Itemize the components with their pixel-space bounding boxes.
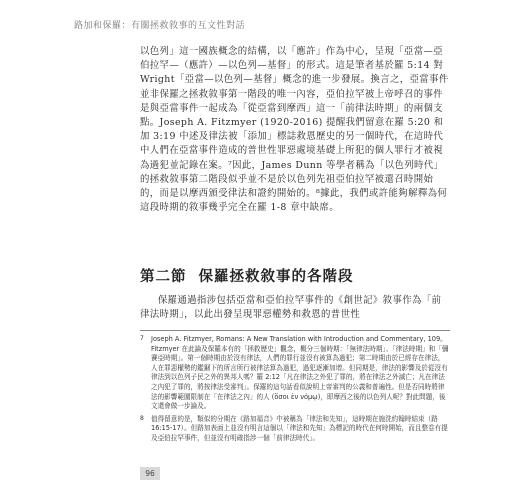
paragraph: 保羅通過指涉包括亞當和亞伯拉罕事件的《創世記》敘事作為「前律法時期」，以此出發呈現罪惡權勢和救恩的普世性 <box>140 295 442 321</box>
footnotes <box>140 335 450 447</box>
section-title: 保羅拯救敘事的各階段 <box>198 269 354 285</box>
body-text-continued <box>140 294 450 322</box>
footnote-mark: 7 <box>140 335 144 342</box>
footnote <box>140 335 450 412</box>
footnote <box>140 415 450 444</box>
footnote-mark: 8 <box>140 414 144 422</box>
footnote-text: 值得留意的是，類似的分期在《路加福音》中被稱為「律法和先知」，這時期在施洗約翰時結束（路 16:15-17）。但路加表面上並沒有明言這個以「律法和先知」為標記的時代在何時開始，而且整卷有提及亞伯拉罕事件，但並沒有明確指涉一個「前律法時代」。 <box>151 414 448 442</box>
section-heading <box>140 265 450 286</box>
body-text <box>140 45 450 215</box>
section-number: 第二節 <box>140 269 187 285</box>
paragraph: 以色列」這一國族概念的結構，以「應許」作為中心，呈現「亞當—亞伯拉罕—（應許）—以色列—基督」的形式。這是筆者基於羅 5:14 對 Wright「亞當—以色列—基督」概念的進一步發展。換言之，亞當事件並非保羅之拯救敘事第一階段的唯一內容，亞伯拉罕被上帝呼召的事件是與亞當事件一起成為「從亞當到摩西」這一「前律法時期」的兩個支點。Joseph A. Fitzmyer (1920-2016) 提醒我們留意在羅 5:20 和加 3:19 中述及律法被「添加」標誌救恩歷史的另一個時代，在這時代中人們在亞當事件造成的普世性罪惡處境基礎上所犯的個人罪行才被視為過犯並記錄在案。⁷因此，James Dunn 等學者稱為「以色列時代」的拯救敘事第二階段似乎並不是於以色列先祖亞伯拉罕被還召時開始的，而是以摩西頒受律法和證約開始的。⁸據此，我們或許能夠解釋為何這段時期的敘事幾乎完全在羅 1-8 章中缺席。 <box>140 46 449 214</box>
footnote-divider <box>140 330 450 331</box>
running-head: 路加和保羅：有關拯救敘事的互文性對話 <box>74 21 246 31</box>
page-number: 96 <box>140 467 160 480</box>
footnote-text: Joseph A. Fitzmyer, Romans: A New Translation with Introduction and Commentary, 109。Fitzmyer 在此論及保羅本有的「拯救歷史」觀念，概分三個時期：「無律法時期」、「律法時期」和「彌賽亞時期」。第一個時期由於沒有律法，人們的罪行並沒有被算為過犯；第二時期由於已經存在律法，人在罪惡權勢的鑑錮下的所言所行被律法算為過犯，過犯逐漸加增。但同期是，律法的影響及於從沒有律法到以色列子民之外的異邦人嗎？羅 2:12「凡在律法之外犯了罪的，將在律法之外滅亡；凡在律法之內犯了罪的，將按律法受審判」。保羅的這句話看似說明上帝審判的公義和普遍性。但是否同時將律法的影響範圍限制在「在律法之內」的人 (ὅσοι ἐν νόμῳ)，即摩西之後的以色列人呢？對此問題，後文還會做一步論及。 <box>151 335 449 411</box>
